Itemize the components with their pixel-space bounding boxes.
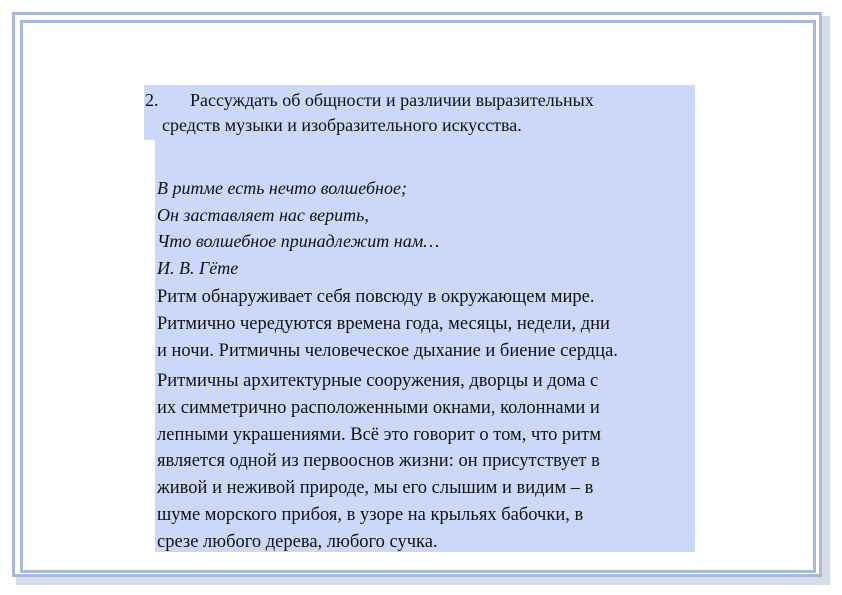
paragraph-line: является одной из первооснов жизни: он присутствует в	[157, 451, 600, 472]
epigraph-line: В ритме есть нечто волшебное;	[157, 178, 407, 198]
epigraph-author: И. В. Гёте	[157, 257, 239, 278]
paragraph-line: Ритм обнаруживает себя повсюду в окружающем мире.	[157, 287, 595, 307]
slide-heading	[145, 88, 690, 138]
heading-line: Рассуждать об общности и различии выразительных	[190, 90, 594, 110]
paragraph-rhythm-world	[157, 284, 702, 364]
paragraph-line: Ритмичны архитектурные сооружения, дворцы и дома с	[157, 371, 599, 391]
heading-line: средств музыки и изобразительного искусства.	[162, 115, 522, 135]
paragraph-line: живой и неживой природе, мы его слышим и видим – в	[157, 478, 594, 499]
paragraph-rhythm-architecture	[157, 368, 702, 556]
frame-shadow	[822, 16, 830, 581]
paragraph-line: лепными украшениями. Всё это говорит о том, что ритм	[157, 424, 601, 445]
heading-number: 2.	[145, 90, 159, 110]
epigraph-line: Он заставляет нас верить,	[157, 204, 369, 225]
paragraph-line: их симметрично расположенными окнами, колоннами и	[157, 397, 600, 418]
paragraph-line: шуме морского прибоя, в узоре на крыльях бабочки, в	[157, 504, 584, 525]
epigraph	[157, 175, 687, 281]
paragraph-line: Ритмично чередуются времена года, месяцы, недели, дни	[157, 313, 610, 334]
paragraph-line: и ночи. Ритмичны человеческое дыхание и биение сердца.	[157, 340, 618, 361]
frame-shadow	[16, 577, 830, 585]
epigraph-line: Что волшебное принадлежит нам…	[157, 231, 440, 251]
paragraph-line: срезе любого дерева, любого сучка.	[157, 531, 438, 552]
